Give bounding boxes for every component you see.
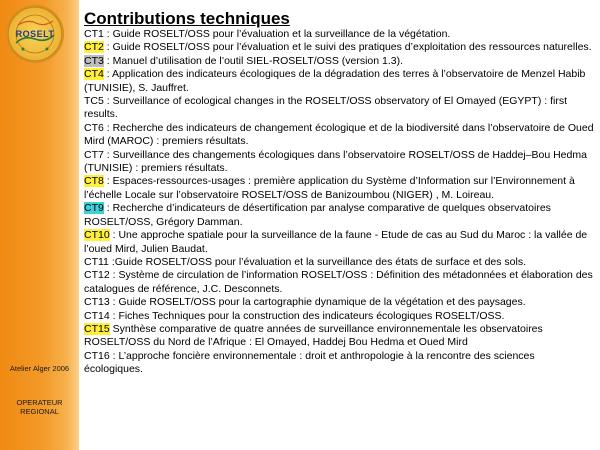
- contribution-code: CT6: [84, 121, 104, 134]
- contribution-code: CT13: [84, 296, 110, 309]
- roselt-logo: [6, 5, 64, 63]
- contribution-code: CT3: [84, 54, 104, 67]
- contribution-item: [84, 256, 594, 269]
- contribution-code: CT11: [84, 255, 109, 268]
- role-line-1: OPERATEUR: [16, 398, 63, 407]
- contribution-code: CT9: [84, 202, 104, 215]
- contribution-code: CT12: [84, 269, 110, 282]
- role-line-2: REGIONAL: [20, 407, 59, 416]
- contribution-code: CT2: [84, 41, 104, 54]
- contributions-list: [84, 28, 594, 377]
- contribution-text: : Guide ROSELT/OSS pour l’évaluation et le suivi des pratiques d’exploitation des ressources naturelles.: [103, 41, 592, 54]
- contribution-item: [84, 41, 594, 54]
- contribution-item: [84, 202, 594, 229]
- contribution-text: : Application des indicateurs écologiques de la dégradation des terres à l’observatoire de Menzel Habib (TUNISIE), S. Jauffret.: [84, 68, 586, 94]
- contribution-item: [84, 323, 594, 350]
- contribution-item: [84, 229, 594, 256]
- contribution-text: : Système de circulation de l’information ROSELT/OSS : Définition des métadonnées et élaboration des catalogues de référence, J.C. Desconnets.: [84, 269, 593, 295]
- contribution-text: : Manuel d’utilisation de l’outil SIEL-ROSELT/OSS (version 1.3).: [103, 54, 404, 67]
- contribution-text: : Guide ROSELT/OSS pour l’évaluation et la surveillance de la végétation.: [103, 28, 451, 40]
- contribution-item: [84, 28, 594, 41]
- contribution-text: : Une approche spatiale pour la surveillance de la faune - Etude de cas au Sud du Maroc : la vallée de l’oued Mird, Julien Baudat.: [84, 229, 588, 255]
- contribution-item: [84, 310, 594, 323]
- contribution-item: [84, 122, 594, 149]
- contribution-code: CT4: [84, 68, 104, 81]
- contribution-code: CT16: [84, 349, 110, 362]
- contribution-code: CT7: [84, 148, 104, 161]
- contribution-item: [84, 175, 594, 202]
- contribution-text: : Recherche des indicateurs de changement écologique et de la biodiversité dans l’observatoire de Oued Mird (MAROC) : premiers résultats.: [84, 121, 594, 148]
- contribution-code: TC5: [84, 95, 104, 108]
- contribution-item: [84, 296, 594, 309]
- contribution-item: [84, 350, 594, 377]
- contribution-text: :Guide ROSELT/OSS pour l’évaluation et la surveillance des états de surface et des sols.: [108, 255, 527, 268]
- contribution-code: CT15: [84, 322, 110, 335]
- contribution-text: : Surveillance des changements écologiques dans l’observatoire ROSELT/OSS de Haddej–Bou Hedma (TUNISIE) : premiers résultats.: [84, 148, 587, 175]
- sidebar: [0, 0, 79, 450]
- contribution-text: : Surveillance of ecological changes in the ROSELT/OSS observatory of El Omayed (EGYPT) : first results.: [84, 95, 568, 121]
- contribution-text: Synthèse comparative de quatre années de surveillance environnementale les observatoires ROSELT/OSS du Nord de l’Afrique : El Omayed, Haddej Bou Hedma et Oued Mird: [84, 322, 543, 349]
- contribution-code: CT1: [84, 28, 104, 40]
- role-label: [0, 398, 79, 416]
- contribution-item: [84, 269, 594, 296]
- logo-wordmark: ROSELT: [15, 29, 55, 39]
- event-label: Atelier Alger 2006: [9, 364, 70, 373]
- contribution-code: CT14: [84, 309, 110, 322]
- page-title: Contributions techniques: [84, 9, 290, 28]
- contribution-code: CT10: [84, 229, 110, 242]
- contribution-code: CT8: [84, 175, 104, 188]
- contribution-item: [84, 68, 594, 95]
- contribution-item: [84, 95, 594, 122]
- contribution-text: : Recherche d’indicateurs de désertification par analyse comparative de quelques observatoires ROSELT/OSS, Grégory Damman.: [84, 202, 551, 228]
- contribution-text: : L’approche foncière environnementale : droit et anthropologie à la rencontre des sciences écologiques.: [84, 349, 535, 376]
- contribution-text: : Fiches Techniques pour la construction des indicateurs écologiques ROSELT/OSS.: [109, 309, 505, 322]
- contribution-item: [84, 149, 594, 176]
- contribution-text: : Espaces-ressources-usages : première application du Système d’Information sur l’Environnement à l’échelle Locale sur l’observatoire ROSELT/OSS de Banizoumbou (NIGER) , M. Loireau.: [84, 175, 575, 201]
- contribution-text: : Guide ROSELT/OSS pour la cartographie dynamique de la végétation et des paysages.: [109, 296, 526, 309]
- contribution-item: [84, 55, 594, 68]
